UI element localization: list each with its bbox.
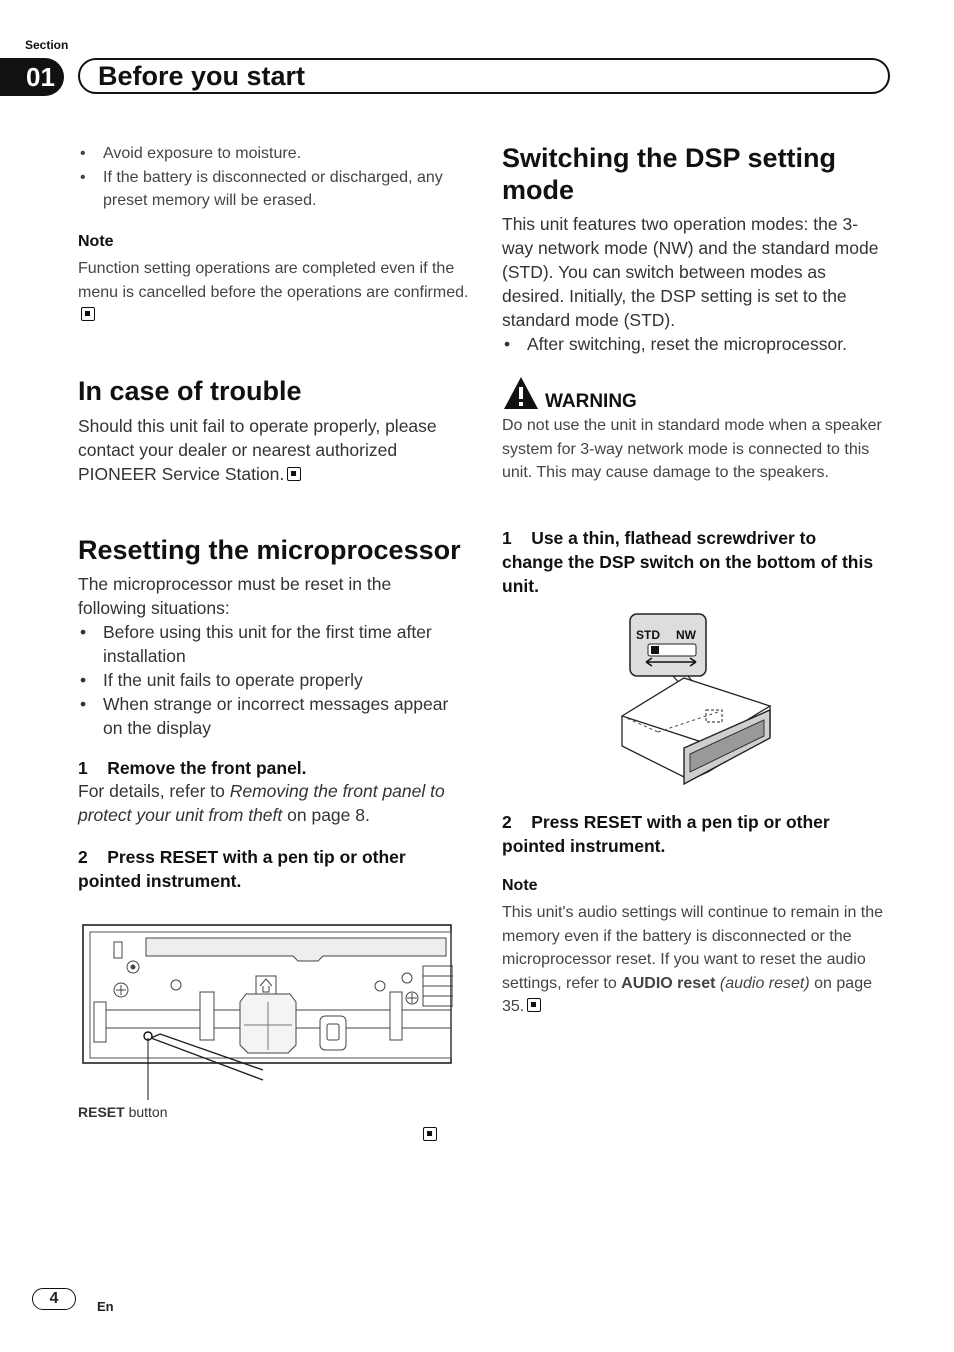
list-item: • If the unit fails to operate properly [78, 668, 463, 692]
cross-reference: Removing the front panel to protect your unit from theft [78, 781, 445, 825]
trouble-heading: In case of trouble [78, 376, 302, 406]
note-text: Function setting operations are completed even if the menu is cancelled before the operations are confirmed. [78, 257, 470, 328]
note-heading: Note [502, 877, 538, 894]
section-number-badge: 01 [0, 58, 64, 96]
list-item: • When strange or incorrect messages appear on the display [78, 692, 463, 740]
left-step-1-title: 1 Remove the front panel. [78, 758, 307, 778]
reset-intro: The microprocessor must be reset in the following situations: [78, 574, 392, 618]
trouble-text: Should this unit fail to operate properly, please contact your dealer or nearest authorized PIONEER Service Station. [78, 416, 437, 484]
page-title: Before you start [98, 61, 306, 91]
reset-button-illustration [78, 920, 453, 1105]
warning-heading: WARNING [545, 391, 637, 412]
list-item: • Before using this unit for the first time after installation [78, 620, 463, 668]
end-mark-icon [527, 998, 541, 1012]
section-label: Section [25, 38, 69, 52]
note-heading: Note [78, 233, 114, 250]
dsp-heading: Switching the DSP setting mode [502, 143, 837, 205]
end-mark-icon [287, 467, 301, 481]
illustration-caption: RESET button [78, 1104, 168, 1120]
warning-text: Do not use the unit in standard mode when a speaker system for 3-way network mode is connected to this unit. This may cause damage to the speakers. [502, 417, 882, 482]
warning-icon [502, 375, 540, 411]
dsp-text: This unit features two operation modes: the 3-way network mode (NW) and the standard mode (STD). You can switch between modes as desired. Initially, the DSP setting is set to the standard mode (STD). [502, 214, 879, 330]
dsp-switch-illustration [618, 612, 776, 790]
switch-label-std: STD [636, 628, 660, 642]
note-text: This unit's audio settings will continue to remain in the memory even if the battery is disconnected or the microprocessor reset. If you want to reset the audio settings, refer to AUDIO reset (audio reset) on page 35. [502, 904, 884, 1016]
right-step-1-title: 1 Use a thin, flathead screwdriver to change the DSP switch on the bottom of this unit. [502, 528, 874, 596]
dsp-section [502, 212, 888, 356]
top-bullet-list [78, 142, 463, 213]
left-step-2-title: 2 Press RESET with a pen tip or other pointed instrument. [78, 847, 406, 891]
right-step-2-title: 2 Press RESET with a pen tip or other pointed instrument. [502, 812, 830, 856]
end-mark-icon [81, 307, 95, 321]
list-item: • If the battery is disconnected or discharged, any preset memory will be erased. [78, 166, 463, 213]
reset-heading: Resetting the microprocessor [78, 535, 461, 565]
end-mark-icon [423, 1127, 437, 1141]
language-label: En [97, 1299, 114, 1314]
page-number: 4 [32, 1288, 76, 1310]
reset-section [78, 572, 463, 740]
list-item: • After switching, reset the microprocessor. [502, 332, 888, 356]
list-item: • Avoid exposure to moisture. [78, 142, 463, 166]
switch-label-nw: NW [676, 628, 696, 642]
left-step-1-text: For details, refer to Removing the front panel to protect your unit from theft on page 8. [78, 781, 445, 825]
